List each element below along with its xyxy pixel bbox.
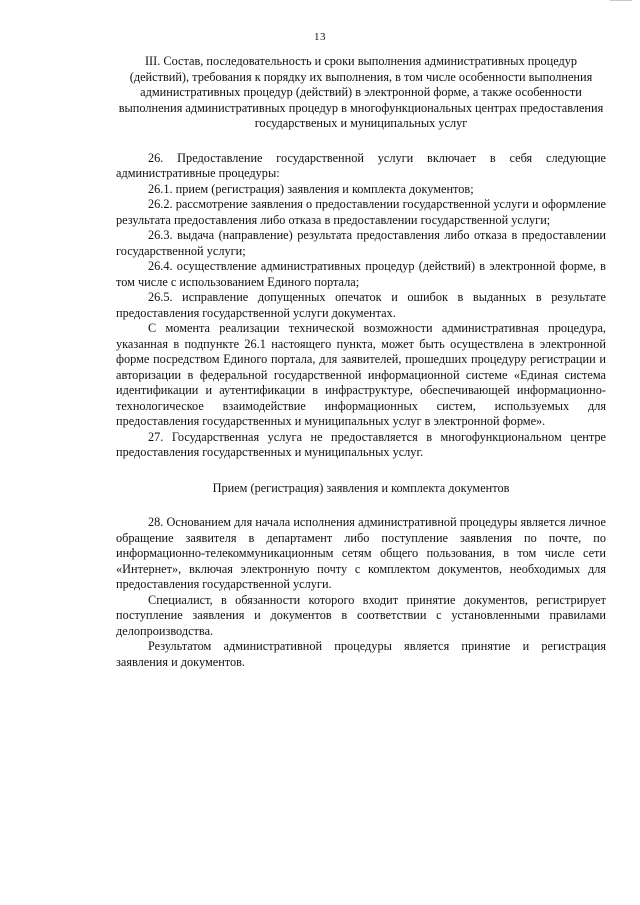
paragraph-26-4: 26.4. осуществление административных процедур (действий) в электронной форме, в том числе с использованием Единого портала; bbox=[116, 259, 606, 289]
paragraph-28: 28. Основанием для начала исполнения административной процедуры является личное обращение заявителя в департамент либо поступление заявления по почте, по информационно-телекоммуникационным сетям общего пользования, в том числе сети «Интернет», включая электронную почту с комплектом документов, необходимых для предоставления государственной услуги. bbox=[116, 515, 606, 591]
section-title: III. Состав, последовательность и сроки выполнения административных процедур (действий), требования к порядку их выполнения, в том числе особенности выполнения административных процедур (действий) в электронной форме, а также особенности выполнения административных процедур в многофункциональных центрах предоставления государственых и муниципальных услуг bbox=[118, 54, 604, 130]
paragraph-electronic-form: С момента реализации технической возможности административная процедура, указанная в подпункте 26.1 настоящего пункта, может быть осуществлена в электронной форме посредством Единого портала, для заявителей, прошедших процедуру регистрации и авторизации в федеральной государственной информационной системе «Единая система идентификации и аутентификации в инфраструктуре, обеспечивающей информационно-технологическое взаимодействие информационных систем, используемых для предоставления государственных и муниципальных услуг в электронной форме». bbox=[116, 321, 606, 428]
paragraph-27: 27. Государственная услуга не предоставляется в многофункциональном центре предоставления государственных и муниципальных услуг. bbox=[116, 429, 606, 459]
subsection-heading: Прием (регистрация) заявления и комплекта документов bbox=[212, 480, 510, 495]
scan-corner-mark bbox=[610, 0, 632, 5]
paragraph-26: 26. Предоставление государственной услуги включает в себя следующие административные процедуры: bbox=[116, 150, 606, 180]
paragraph-result: Результатом административной процедуры является принятие и регистрация заявления и документов. bbox=[116, 639, 606, 669]
document-body bbox=[116, 54, 606, 670]
paragraph-26-5: 26.5. исправление допущенных опечаток и ошибок в выданных в результате предоставления государственной услуги документах. bbox=[116, 290, 606, 320]
page-number: 13 bbox=[314, 31, 326, 43]
paragraph-26-2: 26.2. рассмотрение заявления о предоставлении государственной услуги и оформление результата предоставления либо отказа в предоставлении государственной услуги; bbox=[116, 197, 606, 227]
paragraph-26-3: 26.3. выдача (направление) результата предоставления либо отказа в предоставлении государственной услуги; bbox=[116, 228, 606, 258]
paragraph-specialist: Специалист, в обязанности которого входит принятие документов, регистрирует поступление заявления и документов в соответствии с установленными правилами делопроизводства. bbox=[116, 592, 606, 638]
paragraph-26-1: 26.1. прием (регистрация) заявления и комплекта документов; bbox=[148, 181, 474, 196]
